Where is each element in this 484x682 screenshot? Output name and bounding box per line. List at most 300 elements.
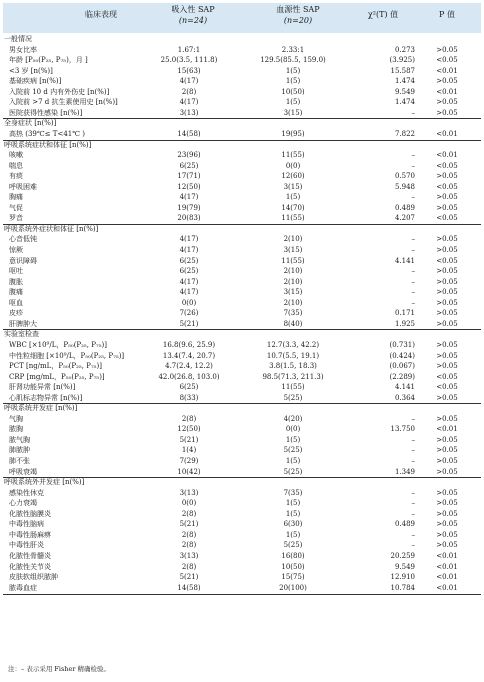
cell-c2: 2(8) <box>181 414 197 423</box>
table-header <box>3 3 481 33</box>
cell-c2: 2(8) <box>181 541 197 550</box>
cell-c4: – <box>411 457 415 465</box>
cell-c1: 脓毒血症 <box>9 583 37 592</box>
cell-c2: 6(25) <box>179 161 199 170</box>
cell-c2: 0(0) <box>181 298 197 307</box>
cell-c3: 2(10) <box>283 298 303 307</box>
cell-c1: 中性粒细胞 [×10⁹/L，P₅₀(P₂₅, P₇₅)] <box>9 351 125 360</box>
cell-c2: 23(96) <box>177 151 201 160</box>
cell-c5: <0.01 <box>436 87 458 96</box>
cell-c4: 0.364 <box>394 393 415 402</box>
cell-c5: >0.05 <box>436 509 458 518</box>
table-row <box>3 393 481 404</box>
cell-c3: 1(5) <box>285 499 301 508</box>
table-row <box>3 277 481 288</box>
table-row <box>3 129 481 140</box>
cell-c5: >0.05 <box>436 203 458 212</box>
section-heading-row <box>3 477 481 488</box>
table-row <box>3 382 481 393</box>
table-row <box>3 583 481 594</box>
cell-c1: 腹胀 <box>9 277 23 286</box>
cell-c3: 2(10) <box>283 277 303 286</box>
cell-c1: <3 岁 [n(%)] <box>9 66 53 75</box>
cell-c3: 0(0) <box>285 161 301 170</box>
section-heading: 呼吸系统外并发症 [n(%)] <box>4 478 85 487</box>
table-row <box>3 572 481 583</box>
cell-c5: <0.05 <box>436 56 458 65</box>
cell-c4: – <box>411 108 415 117</box>
table-row <box>3 519 481 530</box>
cell-c3: 14(70) <box>281 203 305 212</box>
cell-c3: 5(25) <box>283 446 303 455</box>
section-heading-row <box>3 403 481 414</box>
table-row <box>3 498 481 509</box>
cell-c2: 4(17) <box>179 288 199 297</box>
cell-c1: 男女比率 <box>9 45 37 54</box>
cell-c3: 1(5) <box>285 193 301 202</box>
table-row <box>3 203 481 214</box>
cell-c1: 气胸 <box>9 414 23 423</box>
cell-c1: 肝脾肿大 <box>9 319 37 328</box>
cell-c5: <0.05 <box>436 182 458 191</box>
table-row <box>3 562 481 573</box>
cell-c5: <0.01 <box>436 66 458 75</box>
cell-c4: – <box>411 277 415 286</box>
header-aspiration: 吸入性 SAP <box>171 5 215 14</box>
cell-c5: <0.01 <box>436 151 458 160</box>
cell-c2: 4(17) <box>179 235 199 244</box>
table-row <box>3 161 481 172</box>
cell-c5: >0.05 <box>436 193 458 202</box>
cell-c1: 胸痛 <box>9 193 23 202</box>
cell-c3: 5(25) <box>283 467 303 476</box>
cell-c4: 0.570 <box>394 172 415 181</box>
table-row <box>3 150 481 161</box>
table-row <box>3 509 481 520</box>
cell-c3: 98.5(71.3, 211.3) <box>262 372 324 381</box>
cell-c2: 25.0(3.5, 111.8) <box>160 56 218 65</box>
cell-c5: >0.05 <box>436 77 458 86</box>
cell-c3: 1(5) <box>285 98 301 107</box>
table-row <box>3 540 481 551</box>
cell-c4: 0.489 <box>394 520 415 529</box>
table-row <box>3 256 481 267</box>
cell-c2: 14(58) <box>177 129 201 138</box>
cell-c2: 2(8) <box>181 509 197 518</box>
cell-c5: >0.05 <box>436 309 458 318</box>
table-row <box>3 298 481 309</box>
cell-c5: <0.01 <box>436 425 458 434</box>
cell-c2: 2(8) <box>181 87 197 96</box>
cell-c4: (3.925) <box>389 56 415 65</box>
table-row <box>3 308 481 319</box>
cell-c1: WBC [×10⁹/L，P₅₀(P₂₅, P₇₅)] <box>9 340 107 349</box>
cell-c3: 129.5(85.5, 159.0) <box>260 56 326 65</box>
cell-c5: >0.05 <box>436 362 458 371</box>
cell-c3: 1(5) <box>285 509 301 518</box>
cell-c2: 12(50) <box>177 425 201 434</box>
table-row <box>3 66 481 77</box>
table-row <box>3 319 481 330</box>
cell-c2: 5(21) <box>179 319 199 328</box>
cell-c2: 42.0(26.8, 103.0) <box>158 372 220 381</box>
cell-c5: >0.05 <box>436 446 458 455</box>
cell-c4: 9.549 <box>394 87 415 96</box>
cell-c2: 4(17) <box>179 98 199 107</box>
table-row <box>3 76 481 87</box>
comparison-table <box>3 3 481 592</box>
cell-c1: 喘息 <box>9 161 23 170</box>
cell-c3: 1(5) <box>285 530 301 539</box>
cell-c4: (0.067) <box>389 362 415 371</box>
cell-c2: 2(8) <box>181 530 197 539</box>
cell-c4: – <box>411 298 415 307</box>
cell-c5: <0.05 <box>436 372 458 381</box>
cell-c2: 4.7(2.4, 12.2) <box>165 362 213 371</box>
cell-c1: 肝肾功能异常 [n(%)] <box>9 383 76 392</box>
table-row <box>3 414 481 425</box>
cell-c4: 0.171 <box>394 309 415 318</box>
cell-c3: 11(55) <box>281 214 305 223</box>
cell-c3: 1(5) <box>285 435 301 444</box>
cell-c1: 心力衰竭 <box>9 499 37 508</box>
cell-c1: 肺不张 <box>9 457 30 465</box>
cell-c4: 0.489 <box>394 203 415 212</box>
cell-c4: 5.948 <box>394 182 415 191</box>
cell-c3: 11(55) <box>281 151 305 160</box>
cell-c2: 3(13) <box>179 488 199 497</box>
cell-c2: 12(50) <box>177 182 201 191</box>
cell-c5: >0.05 <box>436 541 458 550</box>
cell-c3: 3(15) <box>283 108 303 117</box>
cell-c4: – <box>411 235 415 244</box>
cell-c4: 12.910 <box>390 573 415 582</box>
cell-c5: >0.05 <box>436 520 458 529</box>
cell-c3: 5(25) <box>283 393 303 402</box>
cell-c2: 5(21) <box>179 435 199 444</box>
cell-c5: >0.05 <box>436 467 458 476</box>
cell-c1: 感染性休克 <box>9 488 44 497</box>
cell-c1: 有痰 <box>9 172 23 181</box>
cell-c4: 15.587 <box>390 66 415 75</box>
cell-c3: 15(75) <box>281 573 305 582</box>
cell-c3: 11(55) <box>281 256 305 265</box>
cell-c2: 1.67:1 <box>177 45 201 54</box>
cell-c5: >0.05 <box>436 246 458 254</box>
cell-c4: – <box>411 509 415 518</box>
cell-c1: 气促 <box>9 203 23 212</box>
section-heading-row <box>3 224 481 235</box>
cell-c4: 7.822 <box>394 129 415 138</box>
cell-c2: 10(42) <box>177 467 201 476</box>
cell-c3: 3(15) <box>283 182 303 191</box>
table-note: 注：– 表示采用 Fisher 精确检验。 <box>8 665 111 673</box>
cell-c2: 6(25) <box>179 383 199 392</box>
table-row <box>3 192 481 203</box>
cell-c4: (2.289) <box>389 372 415 381</box>
table-row <box>3 182 481 193</box>
cell-c3: 11(55) <box>281 383 305 392</box>
table-row <box>3 361 481 372</box>
cell-c1: CRP [mg/mL，P₅₀(P₂₅, P₇₅)] <box>9 372 105 381</box>
cell-c4: 1.925 <box>394 319 415 328</box>
table-row <box>3 287 481 298</box>
cell-c2: 13.4(7.4, 20.7) <box>162 351 216 360</box>
cell-c2: 5(21) <box>179 573 199 582</box>
cell-c3: 20(100) <box>279 583 307 592</box>
cell-c2: 20(83) <box>177 214 201 223</box>
table-row <box>3 372 481 383</box>
cell-c1: 心音低钝 <box>9 235 37 244</box>
cell-c4: – <box>411 541 415 550</box>
cell-c4: 4.141 <box>394 383 415 392</box>
cell-c5: >0.05 <box>436 235 458 244</box>
cell-c1: 化脓性脑膜炎 <box>9 509 51 518</box>
cell-c5: >0.05 <box>436 414 458 423</box>
cell-c2: 5(21) <box>179 520 199 529</box>
cell-c1: 惊厥 <box>9 246 23 254</box>
cell-c3: 19(95) <box>281 129 305 138</box>
cell-c2: 6(25) <box>179 256 199 265</box>
table-row <box>3 45 481 56</box>
cell-c3: 3.8(1.5, 18.3) <box>269 362 317 371</box>
cell-c5: >0.05 <box>436 288 458 297</box>
cell-c4: 4.207 <box>394 214 415 223</box>
table-row <box>3 488 481 499</box>
cell-c3: 16(80) <box>281 551 305 560</box>
cell-c2: 7(29) <box>179 457 199 465</box>
table-row <box>3 55 481 66</box>
cell-c4: – <box>411 267 415 276</box>
table-row <box>3 87 481 98</box>
cell-c1: 入院前 10 d 内有外伤史 [n(%)] <box>9 87 110 96</box>
cell-c5: >0.05 <box>436 319 458 328</box>
cell-c3: 7(35) <box>283 309 303 318</box>
cell-c3: 1(5) <box>285 77 301 86</box>
table-bottom-rule <box>3 594 481 595</box>
cell-c2: 4(17) <box>179 77 199 86</box>
table-row <box>3 530 481 541</box>
table-row <box>3 108 481 119</box>
section-heading: 呼吸系统症状和体征 [n(%)] <box>4 140 92 149</box>
cell-c3: 3(15) <box>283 288 303 297</box>
cell-c3: 7(35) <box>283 488 303 497</box>
cell-c1: 年龄 [P₅₀(P₂₅, P₇₅)，月 ] <box>9 56 88 65</box>
cell-c2: 6(25) <box>179 267 199 276</box>
header-p: P 值 <box>439 10 455 19</box>
cell-c5: >0.05 <box>436 530 458 539</box>
cell-c4: 1.474 <box>394 77 415 86</box>
cell-c4: – <box>411 435 415 444</box>
cell-c2: 8(33) <box>179 393 199 402</box>
table-row <box>3 97 481 108</box>
cell-c4: 20.259 <box>390 551 415 560</box>
cell-c3: 3(15) <box>283 246 303 254</box>
table-row <box>3 456 481 467</box>
cell-c4: 10.784 <box>390 583 415 592</box>
cell-c5: >0.05 <box>436 98 458 107</box>
cell-c1: 肺脓肿 <box>9 446 30 455</box>
table-row <box>3 351 481 362</box>
section-heading-row <box>3 118 481 129</box>
table-row <box>3 551 481 562</box>
cell-c1: 罗音 <box>9 214 23 223</box>
cell-c5: >0.05 <box>436 45 458 54</box>
cell-c4: – <box>411 414 415 423</box>
table-row <box>3 171 481 182</box>
cell-c5: >0.05 <box>436 267 458 276</box>
cell-c1: 皮疹 <box>9 309 23 318</box>
cell-c5: >0.05 <box>436 435 458 444</box>
cell-c1: 化脓性骨髓炎 <box>9 551 51 560</box>
cell-c1: 心肌标志物异常 [n(%)] <box>9 393 83 402</box>
cell-c2: 14(58) <box>177 583 201 592</box>
header-hematogenous-n: (n=20) <box>283 16 313 25</box>
cell-c4: (0.731) <box>389 340 415 349</box>
cell-c5: >0.05 <box>436 172 458 181</box>
cell-c2: 3(13) <box>179 551 199 560</box>
cell-c5: <0.01 <box>436 551 458 560</box>
table-row <box>3 266 481 277</box>
cell-c3: 10(50) <box>281 562 305 571</box>
cell-c1: 中毒性肠麻痹 <box>9 530 51 539</box>
cell-c1: 咳嗽 <box>9 151 23 160</box>
cell-c3: 2(10) <box>283 235 303 244</box>
cell-c1: 腹痛 <box>9 288 23 297</box>
cell-c5: >0.05 <box>436 488 458 497</box>
cell-c5: <0.01 <box>436 562 458 571</box>
section-heading-row <box>3 140 481 151</box>
cell-c3: 10(50) <box>281 87 305 96</box>
cell-c1: 医院获得性感染 [n(%)] <box>9 108 83 117</box>
cell-c3: 12(60) <box>281 172 305 181</box>
cell-c2: 15(63) <box>177 66 201 75</box>
cell-c1: PCT [ng/mL，P₅₀(P₂₅, P₇₅)] <box>9 362 102 371</box>
cell-c5: >0.05 <box>436 499 458 508</box>
cell-c2: 4(17) <box>179 277 199 286</box>
cell-c4: 13.750 <box>390 425 415 434</box>
section-heading-row <box>3 329 481 340</box>
cell-c4: (0.424) <box>389 351 415 360</box>
cell-c5: >0.05 <box>436 108 458 117</box>
cell-c1: 脓胸 <box>9 425 23 434</box>
cell-c4: – <box>411 288 415 297</box>
cell-c5: <0.01 <box>436 573 458 582</box>
cell-c1: 高热 (39℃≤ T<41℃ ) <box>9 129 86 138</box>
cell-c5: <0.05 <box>436 214 458 223</box>
cell-c1: 意识障碍 <box>9 256 37 265</box>
cell-c4: 4.141 <box>394 256 415 265</box>
section-heading: 全身症状 [n(%)] <box>4 119 57 128</box>
table-row <box>3 234 481 245</box>
cell-c3: 8(40) <box>283 319 303 328</box>
cell-c3: 4(20) <box>283 414 303 423</box>
cell-c2: 3(13) <box>179 108 199 117</box>
table-row <box>3 435 481 446</box>
cell-c4: 1.349 <box>394 467 415 476</box>
header-chi: χ²(T) 值 <box>367 10 399 19</box>
cell-c2: 16.8(9.6, 25.9) <box>162 340 216 349</box>
section-heading-row <box>3 34 481 45</box>
cell-c1: 皮肤软组织脓肿 <box>9 573 58 582</box>
cell-c3: 12.7(3.3, 42.2) <box>266 340 320 349</box>
cell-c1: 呕血 <box>9 298 23 307</box>
cell-c3: 6(30) <box>283 520 303 529</box>
cell-c2: 1(4) <box>181 446 197 455</box>
cell-c4: – <box>411 446 415 455</box>
section-heading: 一般情况 <box>4 35 32 43</box>
cell-c2: 4(17) <box>179 246 199 254</box>
cell-c5: >0.05 <box>436 277 458 286</box>
cell-c1: 中毒性脑病 <box>9 520 44 529</box>
cell-c3: 5(25) <box>283 541 303 550</box>
cell-c5: <0.05 <box>436 256 458 265</box>
cell-c1: 入院前 >7 d 抗生素使用史 [n(%)] <box>9 98 118 107</box>
cell-c5: <0.01 <box>436 583 458 592</box>
cell-c3: 0(0) <box>285 425 301 434</box>
cell-c4: – <box>411 151 415 160</box>
cell-c1: 呕吐 <box>9 267 23 276</box>
table-row <box>3 424 481 435</box>
cell-c2: 2(8) <box>181 562 197 571</box>
table-row <box>3 445 481 456</box>
header-aspiration-n: (n=24) <box>178 16 208 25</box>
cell-c1: 呼吸衰竭 <box>9 467 37 476</box>
cell-c4: – <box>411 499 415 508</box>
cell-c4: – <box>411 161 415 170</box>
cell-c4: 0.273 <box>394 45 415 54</box>
cell-c2: 7(26) <box>179 309 199 318</box>
table-row <box>3 340 481 351</box>
cell-c5: >0.05 <box>436 393 458 402</box>
cell-c5: <0.05 <box>436 161 458 170</box>
table-row <box>3 467 481 478</box>
cell-c1: 呼吸困难 <box>9 182 37 191</box>
cell-c4: 9.549 <box>394 562 415 571</box>
cell-c1: 基础疾病 [n(%)] <box>9 77 62 86</box>
cell-c2: 4(17) <box>179 193 199 202</box>
table-row <box>3 213 481 224</box>
cell-c5: >0.05 <box>436 298 458 307</box>
cell-c3: 2(10) <box>283 267 303 276</box>
cell-c3: 10.7(5.5, 19.1) <box>266 351 320 360</box>
section-heading: 实验室检查 <box>4 330 39 339</box>
cell-c3: 1(5) <box>285 457 301 465</box>
table-row <box>3 245 481 256</box>
cell-c4: – <box>411 530 415 539</box>
cell-c4: – <box>411 246 415 254</box>
cell-c4: – <box>411 488 415 497</box>
cell-c1: 脓气胸 <box>9 435 30 444</box>
cell-c2: 19(79) <box>177 203 201 212</box>
cell-c2: 17(71) <box>177 172 201 181</box>
cell-c3: 1(5) <box>285 66 301 75</box>
cell-c5: <0.01 <box>436 129 458 138</box>
cell-c5: >0.05 <box>436 457 458 465</box>
cell-c3: 2.33:1 <box>281 45 305 54</box>
cell-c2: 0(0) <box>181 499 197 508</box>
cell-c4: 1.474 <box>394 98 415 107</box>
header-clinical: 临床表现 <box>85 10 117 19</box>
cell-c4: – <box>411 193 415 202</box>
cell-c5: <0.05 <box>436 383 458 392</box>
section-heading: 呼吸系统并发症 [n(%)] <box>4 404 78 413</box>
cell-c1: 中毒性肝炎 <box>9 541 44 550</box>
cell-c1: 化脓性关节炎 <box>9 562 51 571</box>
header-hematogenous: 血源性 SAP <box>276 5 320 14</box>
cell-c5: >0.05 <box>436 340 458 349</box>
cell-c5: >0.05 <box>436 351 458 360</box>
